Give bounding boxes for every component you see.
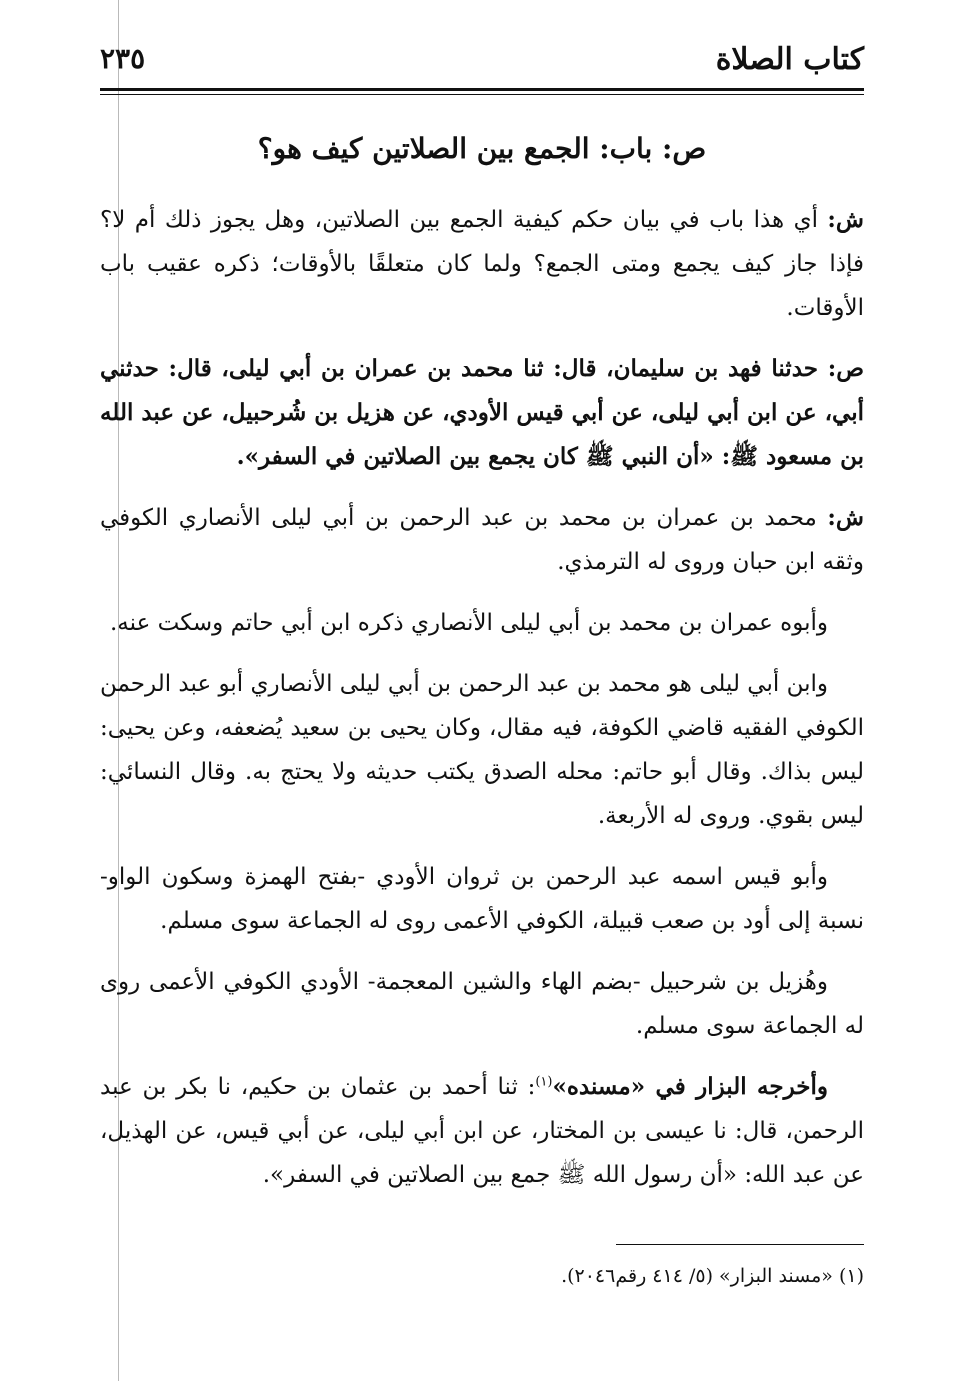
footnote-separator xyxy=(616,1244,864,1245)
footnote-reference[interactable]: (١) xyxy=(535,1074,553,1090)
page-number: ٢٣٥ xyxy=(100,42,146,75)
paragraph-explanation-1 xyxy=(100,198,864,330)
paragraph-explanation-2 xyxy=(100,496,864,584)
paragraph-narrator-huzayl xyxy=(100,960,864,1048)
header-rule xyxy=(100,88,864,95)
paragraph-text: : ثنا أحمد بن عثمان بن حكيم، نا بكر بن عبد الرحمن، قال: نا عيسى بن المختار، عن ابن أبي ليلى، عن أبي قيس، عن الهذيل، عن عبد الله: «أن رسول الله ﷺ جمع بين الصلاتين في السفر». xyxy=(100,1074,864,1188)
footnote: (١) «مسند البزار» (٥/ ٤١٤ رقم٢٠٤٦). xyxy=(561,1265,864,1287)
paragraph-lead: ش: xyxy=(827,504,864,531)
paragraph-narrator-imran xyxy=(100,601,864,645)
paragraph-text: وأبوه عمران بن محمد بن أبي ليلى الأنصاري ذكره ابن أبي حاتم وسكت عنه. xyxy=(110,610,828,636)
paragraph-narrator-ibn-abi-layla xyxy=(100,662,864,838)
paragraph-text: محمد بن عمران بن محمد بن عبد الرحمن بن أبي ليلى الأنصاري الكوفي وثقه ابن حبان وروى له الترمذي. xyxy=(100,505,864,575)
paragraph-narrator-abu-qays xyxy=(100,855,864,943)
paragraph-text: وأبو قيس اسمه عبد الرحمن بن ثروان الأودي -بفتح الهمزة وسكون الواو- نسبة إلى أود بن صعب قبيلة، الكوفي الأعمى روى له الجماعة سوى مسلم. xyxy=(100,864,864,934)
paragraph-text: أي هذا باب في بيان حكم كيفية الجمع بين الصلاتين، وهل يجوز ذلك أم لا؟ فإذا جاز كيف يجمع ومتى الجمع؟ ولما كان متعلقًا بالأوقات؛ ذكره عقيب باب الأوقات. xyxy=(100,207,864,321)
paragraph-bazzar xyxy=(100,1065,864,1197)
paragraph-lead: وأخرجه البزار في «مسنده» xyxy=(552,1073,828,1100)
paragraph-hadith-text xyxy=(100,347,864,479)
paragraph-text: وهُزيل بن شرحبيل -بضم الهاء والشين المعجمة- الأودي الكوفي الأعمى روى له الجماعة سوى مسلم. xyxy=(100,969,864,1039)
paragraph-text: وابن أبي ليلى هو محمد بن عبد الرحمن بن أبي ليلى الأنصاري أبو عبد الرحمن الكوفي الفقيه قاضي الكوفة، فيه مقال، وكان يحيى بن سعيد يُضعفه، وعن يحيى: ليس بذاك. وقال أبو حاتم: محله الصدق يكتب حديثه ولا يحتج به. وقال النسائي: ليس بقوي. وروى له الأربعة. xyxy=(100,671,864,829)
main-text xyxy=(100,198,864,1214)
paragraph-lead: ش: xyxy=(827,206,864,233)
page-header xyxy=(100,38,864,86)
chapter-heading: ص: باب: الجمع بين الصلاتين كيف هو؟ xyxy=(257,132,707,165)
paragraph-lead: ص: xyxy=(827,355,864,382)
book-title: كتاب الصلاة xyxy=(715,42,864,77)
paragraph-text: حدثنا فهد بن سليمان، قال: ثنا محمد بن عمران بن أبي ليلى، قال: حدثني أبي، عن ابن أبي ليلى، عن أبي قيس الأودي، عن هزيل بن شُرحبيل، عن عبد الله بن مسعود ﷺ: «أن النبي ﷺ كان يجمع بين الصلاتين في السفر». xyxy=(100,355,864,470)
